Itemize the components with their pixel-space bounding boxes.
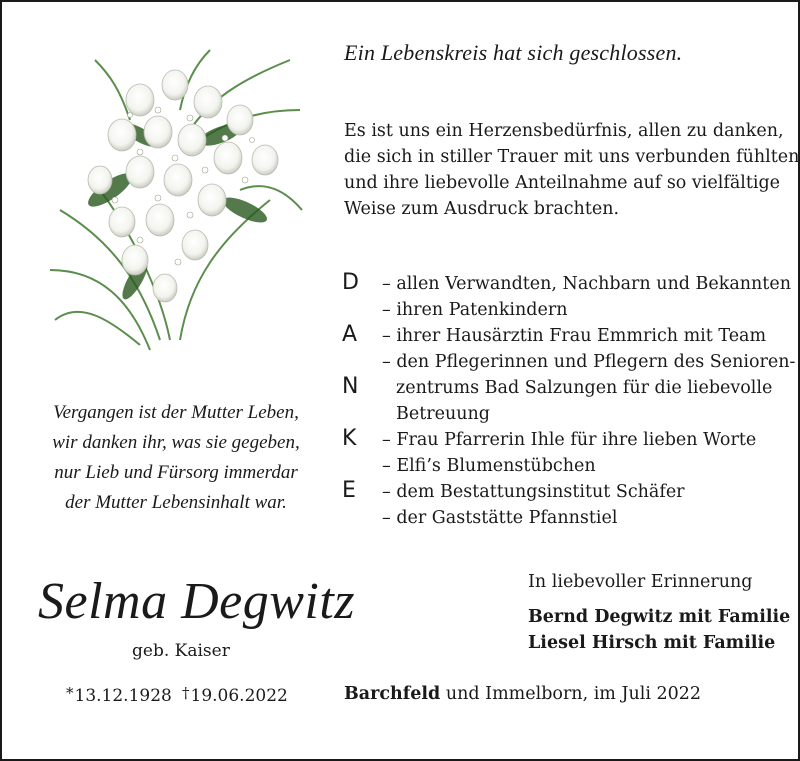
poem-line: nur Lieb und Fürsorg immerdar: [54, 462, 298, 483]
death-cross-icon: †: [182, 684, 190, 702]
intro-line: Es ist uns ein Herzensbedürfnis, allen zu danken,: [344, 121, 784, 141]
deceased-name: Selma Degwitz: [38, 573, 356, 630]
intro-line: und ihre liebevolle Anteilnahme auf so vielfältige: [344, 173, 781, 193]
poem-line: Vergangen ist der Mutter Leben,: [53, 402, 299, 423]
thanks-item-continuation: zentrums Bad Salzungen für die liebevolle: [396, 378, 773, 398]
poem-line: wir danken ihr, was sie gegeben,: [52, 432, 300, 453]
maiden-name: geb. Kaiser: [132, 641, 230, 661]
thanks-item: – dem Bestattungsinstitut Schäfer: [382, 482, 685, 502]
thanks-item: – allen Verwandten, Nachbarn und Bekannten: [382, 274, 791, 294]
rose-bouquet-image: [40, 40, 310, 360]
birth-date: [66, 684, 172, 706]
danke-letter: K: [342, 426, 357, 451]
family-line: Liesel Hirsch mit Familie: [528, 633, 776, 653]
thanks-list: [382, 271, 795, 531]
birth-date-value: 13.12.1928: [74, 686, 172, 706]
intro-text: [344, 118, 800, 222]
thanks-item-continuation: Betreuung: [396, 404, 490, 424]
danke-letter: A: [342, 322, 358, 347]
place-and-date: [344, 684, 701, 704]
thanks-item: – ihren Patenkindern: [382, 300, 568, 320]
family-line: Bernd Degwitz mit Familie: [528, 607, 791, 627]
heading: Ein Lebenskreis hat sich geschlossen.: [344, 40, 683, 65]
place-rest: und Immelborn, im Juli 2022: [440, 684, 702, 704]
birth-symbol: *: [66, 684, 74, 702]
death-date-value: 19.06.2022: [190, 686, 288, 706]
intro-line: die sich in stiller Trauer mit uns verbunden fühlten: [344, 147, 800, 167]
family-signatures: [528, 604, 790, 656]
thanks-item: – den Pflegerinnen und Pflegern des Senioren-: [382, 352, 796, 372]
thanks-item: – Elfi’s Blumenstübchen: [382, 456, 596, 476]
thanks-item: – ihrer Hausärztin Frau Emmrich mit Team: [382, 326, 767, 346]
danke-letter: D: [342, 270, 359, 295]
thanks-item: – der Gaststätte Pfannstiel: [382, 508, 618, 528]
memorial-poem: [30, 398, 322, 518]
memory-line: In liebevoller Erinnerung: [528, 572, 753, 592]
thanks-item: – Frau Pfarrerin Ihle für ihre lieben Worte: [382, 430, 757, 450]
place-town: Barchfeld: [344, 684, 441, 704]
intro-line: Weise zum Ausdruck brachten.: [344, 199, 620, 219]
poem-line: der Mutter Lebensinhalt war.: [65, 492, 287, 513]
danke-letter: E: [342, 478, 356, 503]
death-date: [182, 684, 288, 706]
danke-letter: N: [342, 374, 359, 399]
